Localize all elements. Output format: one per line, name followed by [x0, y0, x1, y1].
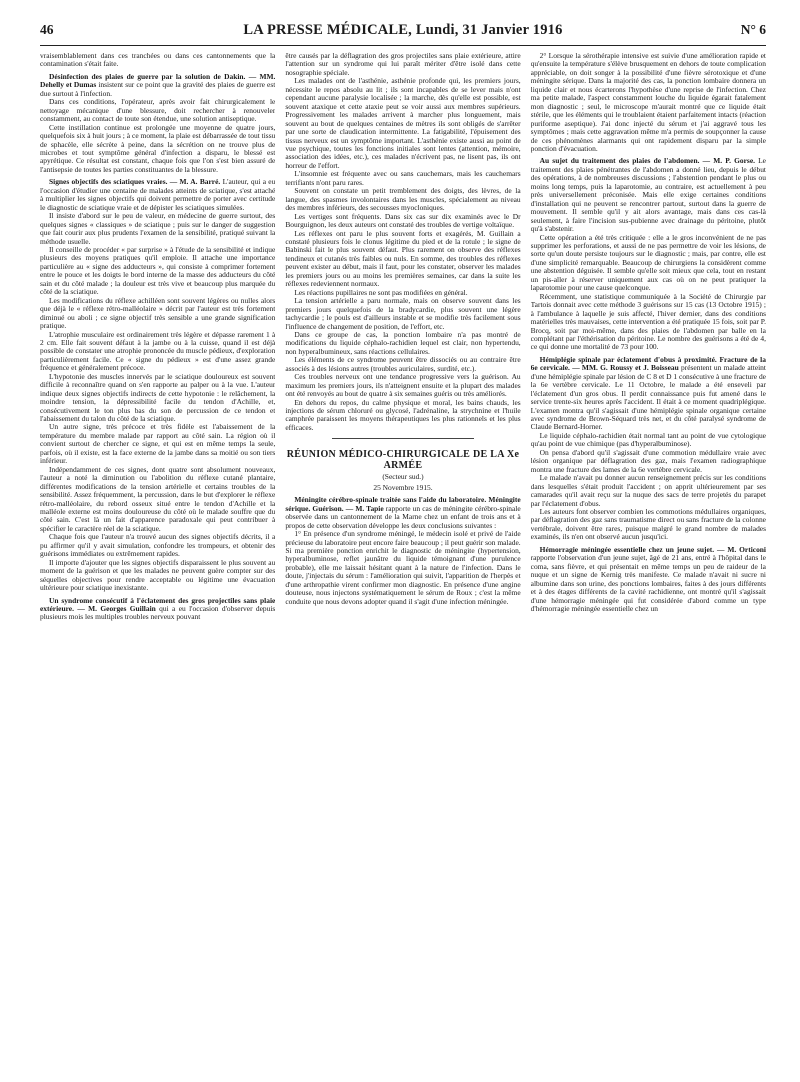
section-author: — M. Georges Guillain: [77, 604, 156, 613]
running-header: [40, 22, 766, 46]
column-middle: [285, 52, 520, 1080]
paragraph: Les vertiges sont fréquents. Dans six cas sur dix examinés avec le Dr Bourguignon, les deux auteurs ont constaté des troubles de vertige voltaïque.: [285, 211, 521, 230]
section-body: rapporte l'observation d'un jeune sujet, âgé de 21 ans, entré à l'hôpital dans le coma, sans fièvre, et qui présentait en même temps un peu de raideur de la nuque et un signe de Kernig très manifeste. Ce malade n'avait ni sucre ni albumine dans son urine, des ponctions lombaires, faites à des jours différents et à des étages différents de la cavité rachidienne, ont montré qu'il s'agissait d'une hémorragie méningée qui fut considérée d'abord comme un type d'hémorragie méningée essentielle chez un: [530, 553, 766, 613]
section-author: — M. Orticoni: [717, 544, 766, 554]
article-section: [531, 157, 766, 233]
section-title: Au sujet du traitement des plaies de l'abdomen.: [539, 156, 700, 166]
article-section: [40, 178, 275, 212]
section-title: Méningite cérébro-spinale traitée sans l'aide du laboratoire. Méningite sérique. Guérison.: [285, 495, 521, 513]
section-author: — M. P. Gorse.: [702, 156, 755, 166]
column-right: [531, 52, 766, 1080]
paragraph: Chaque fois que l'auteur n'a trouvé aucun des signes objectifs décrits, il a pu affirmer qu'il y avait simulation, confondre les trompeurs, et obtenir des guérisons immédiates ou extrêmement rapides.: [40, 532, 276, 559]
paragraph: L'hypotonie des muscles innervés par le sciatique douloureux est souvent difficile à reconnaître quand on s'en rapporte au palper ou à la vue. L'auteur indique deux signes objectifs indirects de cette hypotonie : le relâchement, la moindre tension, la dépressibilité facile du tendon d'Achille, et, consécutivement le ton plus bas du son de percussion de ce tendon et l'abaissement du talon du côté de la sciatique.: [40, 371, 276, 424]
journal-title: LA PRESSE MÉDICALE, Lundi, 31 Janvier 1916: [243, 22, 563, 38]
paragraph: Les modifications du réflexe achilléen sont souvent légères ou nulles alors que déjà le « réflexe rétro-malléolaire » décrit par l'auteur est très fortement diminué ou aboli ; ce signe objectif très sensible a une grande signification pratique.: [40, 295, 276, 331]
section-body: L'auteur, qui a eu l'occasion d'étudier une centaine de malades atteints de sciatique, s'est attaché à multiplier les signes objectifs qui doivent permettre de porter avec certitude le diagnostic de sciatique vraie et de dépister les sciatiques simulées.: [40, 177, 276, 212]
column-left: [40, 52, 275, 1080]
paragraph: Ces troubles nerveux ont une tendance progressive vers la guérison. Au maximum les premiers jours, ils n'atteignent ensuite et la plupart des malades ont été renvoyés au bout de quatre à six semaines guéris ou très améliorés.: [285, 372, 521, 399]
paragraph: Il importe d'ajouter que les signes objectifs disparaissent le plus souvent au moment de la guérison et que les malades ne peuvent guère compter sur des séquelles objectives pour rendre acceptable ou légitime une évacuation ultérieure pour sciatique inexistante.: [40, 557, 276, 593]
reunion-sector: (Secteur sud.): [382, 472, 424, 482]
page-number: 46: [40, 22, 54, 37]
paragraph: Souvent on constate un petit tremblement des doigts, des lèvres, de la langue, des spasmes involontaires dans les muscles, spécialement au niveau des membres inférieurs, des secousses myocloniques.: [285, 186, 521, 213]
section-body: rapporte un cas de méningite cérébro-spinale observée dans un cantonnement de la Marne chez un enfant de trois ans et à propos de cette observation développe les deux conclusions suivantes :: [285, 503, 521, 530]
paragraph: Récemment, une statistique communiquée à la Société de Chirurgie par Tartois donnait avec cette méthode 3 guérisons sur 15 cas (13 Octobre 1915) ; à l'ambulance à laquelle je suis affecté, l'hiver dernier, dans des conditions matérielles très mauvaises, cette intervention a été pratiquée 15 fois, soit par P. Brocq, soit par moi-même, dans des plaies de l'abdomen par balle en la complétant par l'éthérisation du péritoine. Le nombre des guérisons a été de 4, ce qui donne une mortalité de 73 pour 100.: [530, 291, 766, 352]
paragraph: Indépendamment de ces signes, dont quatre sont absolument nouveaux, l'auteur a noté la diminution ou l'abolition du réflexe cutané plantaire, différentes modifications de la tension artérielle et certains troubles de la sensibilité. Assez fréquemment, la percussion, dans le but d'explorer le réflexe rétro-malléolaire, du rebord osseux situé entre le tendon d'Achille et la malléole externe est moins douloureuse du côté où le malade souffre que du côté sain. C'est là un fait d'apparence paradoxale qui peut contribuer à spécifier le caractère réel de la sciatique.: [40, 464, 276, 533]
section-author: — MM. Dehelly et Dumas: [40, 71, 276, 90]
paragraph: Dans ce groupe de cas, la ponction lombaire n'a pas montré de modifications du liquide céphalo-rachidien lequel est clair, non hypertendu, non hyperalbumineux, sans réactions cellulaires.: [285, 329, 521, 356]
paragraph: être causés par la déflagration des gros projectiles sans plaie extérieure, attire l'attention sur un syndrome qui lui paraît mériter d'être isolé dans cette nosographie spéciale.: [285, 52, 521, 77]
paragraph: Un autre signe, très précoce et très fidèle est l'abaissement de la température du membre malade par rapport au côté sain. La région où il convient surtout de chercher ce signe, et qui est en même temps la seule, parfois, où il existe, est la face externe de la jambe dans sa moitié ou son tiers inférieur.: [40, 422, 276, 466]
paragraph: Les éléments de ce syndrome peuvent être dissociés ou au contraire être associés à des lésions autres (troubles auriculaires, surdité, etc.).: [285, 355, 521, 373]
issue-number: N° 6: [740, 22, 766, 37]
paragraph: 2° Lorsque la sérothérapie intensive est suivie d'une amélioration rapide et qu'ensuite la température s'élève brusquement en dehors de toute complication appréciable, on doit songer à la possibilité d'une fièvre sérotoxique et d'une méningite sérique. Dans la majorité des cas, la ponction lombaire donnera un liquide clair et nous écarterons l'hypothèse d'une reprise de l'infection. Chez ma petite malade, l'aspect constamment louche du liquide égarait fatalement mon diagnostic ; seul, le microscope m'aurait montré que ce liquide était stérile, que les éléments qui le troublaient étaient parfaitement intacts (réaction puriforme aseptique). J'ai donc injecté du sérum et j'ai aggravé tous les symptômes ; mais cette aggravation même m'a permis de soupçonner la cause de ces phénomènes alarmants qui ont rapidement disparu par la simple ponction d'évacuation.: [530, 52, 766, 153]
text-columns: [40, 52, 766, 1080]
section-body: qui a eu l'occasion d'observer depuis plusieurs mois les multiples troubles nerveux pouvant: [40, 604, 276, 622]
paragraph: Cette instillation continue est prolongée une moyenne de quatre jours, quelquefois six à huit jours ; à ce moment, la plaie est débarrassée de tout tissu de sphacèle, elle sécrète à peine, dans la sécrétion on ne trouve plus de microbes et tout symptôme général d'infection a disparu, le blessé est apyrétique. Ce résultat est constant, chaque fois que l'on s'est bien assuré de l'antisepsie de toutes les parties constituantes de la blessure.: [40, 122, 276, 174]
reunion-heading: RÉUNION MÉDICO-CHIRURGICALE DE LA Xe ARMÉE: [286, 449, 520, 472]
section-author: — M. Tapie: [345, 503, 384, 513]
section-body: Le traitement des plaies pénétrantes de l'abdomen a donné lieu, depuis le début des opérations, à de nombreuses discussions ; l'abstention pendant le plus ou moins long temps, puis la laparotomie, au contraire, est actuellement à peu près universellement préconisée. Mais elle exige certaines conditions d'installation qui ne peuvent se rencontrer partout, surtout dans la guerre de mouvement. Il semble qu'il y ait alors avantage, mais dans ces cas-là seulement, à faire l'incision sus-pubienne avec drainage du péritoine, plutôt qu'à s'abstenir.: [530, 156, 766, 234]
paragraph: Les auteurs font observer combien les commotions médullaires organiques, par déflagration des gaz sans traumatisme direct ou sans fracture de la colonne vertébrale, doivent être rares, puisque malgré le grand nombre de malades examinés, ils n'en ont observé aucun jusqu'ici.: [530, 507, 766, 542]
paragraph: Le liquide céphalo-rachidien était normal tant au point de vue cytologique qu'au point de vue chimique (pas d'hyperalbuminose).: [530, 430, 766, 449]
paragraph: Les réflexes ont paru le plus souvent forts et exagérés, M. Guillain a constaté plusieurs fois le clonus légitime du pied et de la rotule ; le signe de Babinski fait le plus souvent défaut. Plus rarement on observe des réflexes tendineux et cutanés très faibles ou nuls. En somme, des troubles des réflexes peuvent exister au début, mais il faut, pour les constater, observer les malades les premiers jours ou au moins les premières semaines, car dans la suite les réflexes redeviennent normaux.: [285, 228, 521, 289]
article-section: [531, 356, 766, 432]
section-author: — MM. G. Roussy et J. Boisseau: [572, 363, 679, 373]
paragraph: Cette opération a été très critiquée : elle a le gros inconvénient de ne pas supprimer les perforations, et aussi de ne pas permettre de voir les lésions, de sorte qu'un doute persiste toujours sur le diagnostic ; mais, par contre, elle est d'une simplicité remarquable. Beaucoup de chirurgiens la considèrent comme une abstention déguisée. Il semble qu'elle soit mieux que cela, tout en restant un pis-aller à réserver uniquement aux cas où on ne peut pratiquer la laparotomie pour une cause quelconque.: [530, 232, 766, 293]
paragraph: Dans ces conditions, l'opérateur, après avoir fait chirurgicalement le nettoyage mécanique d'une blessure, doit rechercher à renouveler constamment, au contact de toute son étendue, une solution antiseptique.: [40, 97, 276, 124]
section-body: présentent un malade atteint d'une hémiplégie spinale par lésion de C 8 et D 1 consécutive à une fracture de la 6e vertèbre cervicale. Le 11 Octobre, le malade a été enseveli par l'éclatement d'un gros obus. Il perdit connaissance puis fut amené dans le service trente-six heures après l'accident. Il était à ce moment quadriplégique. L'examen montra qu'il s'agissait d'une hémiplégie spinale organique certaine avec syndrome de Brown-Séquard très net, et du côté paralysé syndrome de Claude Bernard-Horner.: [530, 363, 766, 432]
section-divider: [332, 438, 473, 439]
paragraph: Il conseille de procéder « par surprise » à l'étude de la sensibilité et indique plusieurs des moyens pratiques qu'il emploie. Il attache une importance particulière au « signe des adducteurs », qui consiste à comprimer fortement entre le pouce et les doigts le bord interne de la masse des adducteurs du côté sain et du côté malade ; la douleur est très vive et beaucoup plus marquée du côté de la sciatique.: [40, 244, 276, 297]
paragraph: vraisemblablement dans ces tranchées ou dans ces cantonnements que la contamination s'était faite.: [40, 52, 276, 69]
section-author: — M. A. Barré.: [169, 177, 221, 187]
paragraph: En dehors du repos, du calme physique et moral, les bains chauds, les injections de sérum chloruré ou glycosé, l'adrénaline, la strychnine et l'huile camphrée paraissent les moyens thérapeutiques les plus rationnels et les plus efficaces.: [285, 397, 521, 432]
article-section: [285, 496, 520, 530]
paragraph: Il insiste d'abord sur le peu de valeur, en médecine de guerre surtout, des quelques signes « classiques » de sciatique ; puis sur le danger de suggestion que fait courir aux plus prudents l'examen de la sensibilité, pratiqué suivant la méthode usuelle.: [40, 211, 276, 246]
section-title: Hémorragie méningée essentielle chez un jeune sujet.: [539, 544, 715, 554]
paragraph: Les réactions pupillaires ne sont pas modifiées en général.: [294, 287, 468, 297]
section-title: Signes objectifs des sciatiques vraies.: [49, 177, 168, 187]
paragraph: On pensa d'abord qu'il s'agissait d'une commotion médullaire vraie avec lésion organique par déflagration des gaz, mais l'examen radiographique montra une fracture des lames de la 6e vertèbre cervicale.: [530, 447, 766, 474]
paragraph: Le malade n'avait pu donner aucun renseignement précis sur les conditions dans lesquelles s'était produit l'accident ; on apprit ultérieurement par ses camarades qu'il avait reçu sur la nuque des sacs de terre projetés du parapet par l'éclatement d'obus.: [530, 473, 766, 508]
reunion-date: 25 Novembre 1915.: [373, 482, 433, 492]
article-section: [531, 546, 766, 614]
paragraph: L'insomnie est fréquente avec ou sans cauchemars, mais les cauchemars terrifiants n'ont paru rares.: [285, 169, 521, 187]
paragraph: Les malades ont de l'asthénie, asthénie profonde qui, les premiers jours, nécessite le repos absolu au lit ; ils sont incapables de se lever mais n'ont cependant aucune paralysie localisée ; la marche, dès qu'elle est possible, est souvent ataxique et cette ataxie peut se voir aussi aux membres supérieurs. Progressivement les malades arrivent à marcher plus longuement, mais souvent au bout de quelques centaines de mètres ils sont obligés de s'arrêter par une sorte de claudication intermittente. La fatigabilité, l'épuisement des tissus nerveux est un symptôme important. L'asthénie existe aussi au point de vue psychique, toutes les fonctions initiales sont lentes (attention, mémoire, association des idées, etc.), ces malades n'écrivent pas, ne lisent pas, ils ont horreur de l'effort.: [285, 76, 521, 170]
section-title: Un syndrome consécutif à l'éclatement des gros projectiles sans plaie extérieure.: [40, 595, 276, 613]
paragraph: L'atrophie musculaire est ordinairement très légère et dépasse rarement 1 à 2 cm. Elle fait souvent défaut à la jambe ou à la cuisse, quand il est déjà possible de constater une atrophie prononcée du muscle pédieux, d'exploration particulièrement facile. Ce « signe du pédieux » est d'une assez grande fréquence et généralement précoce.: [40, 329, 276, 373]
section-title: Désinfection des plaies de guerre par la solution de Dakin.: [49, 71, 246, 81]
article-section: [40, 73, 275, 98]
paragraph: La tension artérielle a paru normale, mais on observe souvent dans les premiers jours quelquefois de la bradycardie, plus souvent une légère tachycardie ; le pouls est d'ailleurs instable et se modifie très facilement sous l'influence de changement de position, de l'effort, etc.: [285, 296, 521, 331]
section-body: insistent sur ce point que la gravité des plaies de guerre est due surtout à l'infection.: [40, 80, 276, 98]
article-section: [40, 597, 275, 622]
paragraph: 1° En présence d'un syndrome méningé, le médecin isolé et privé de l'aide précieuse du laboratoire peut encore faire beaucoup ; il peut guérir son malade. Si ma première ponction enrichit le diagnostic de méningite (hypertension, hyperalbuminose, reflet jaunâtre du liquide témoignant d'une purulence probable), elle me laissait hésitant quant à la nature de l'infection. Dans le doute, j'injectais du sérum : l'amélioration qui suivit, l'apparition de l'herpès et d'une arthropathie virent confirmer mon diagnostic. En présence d'une angine douteuse, nous injectons systématiquement le sérum de Roux ; c'est la même conduite que nous devons adopter quand il s'agit d'une infection méningée.: [285, 529, 521, 606]
section-title: Hémiplégie spinale par éclatement d'obus à proximité. Fracture de la 6e cervicale.: [530, 354, 766, 373]
